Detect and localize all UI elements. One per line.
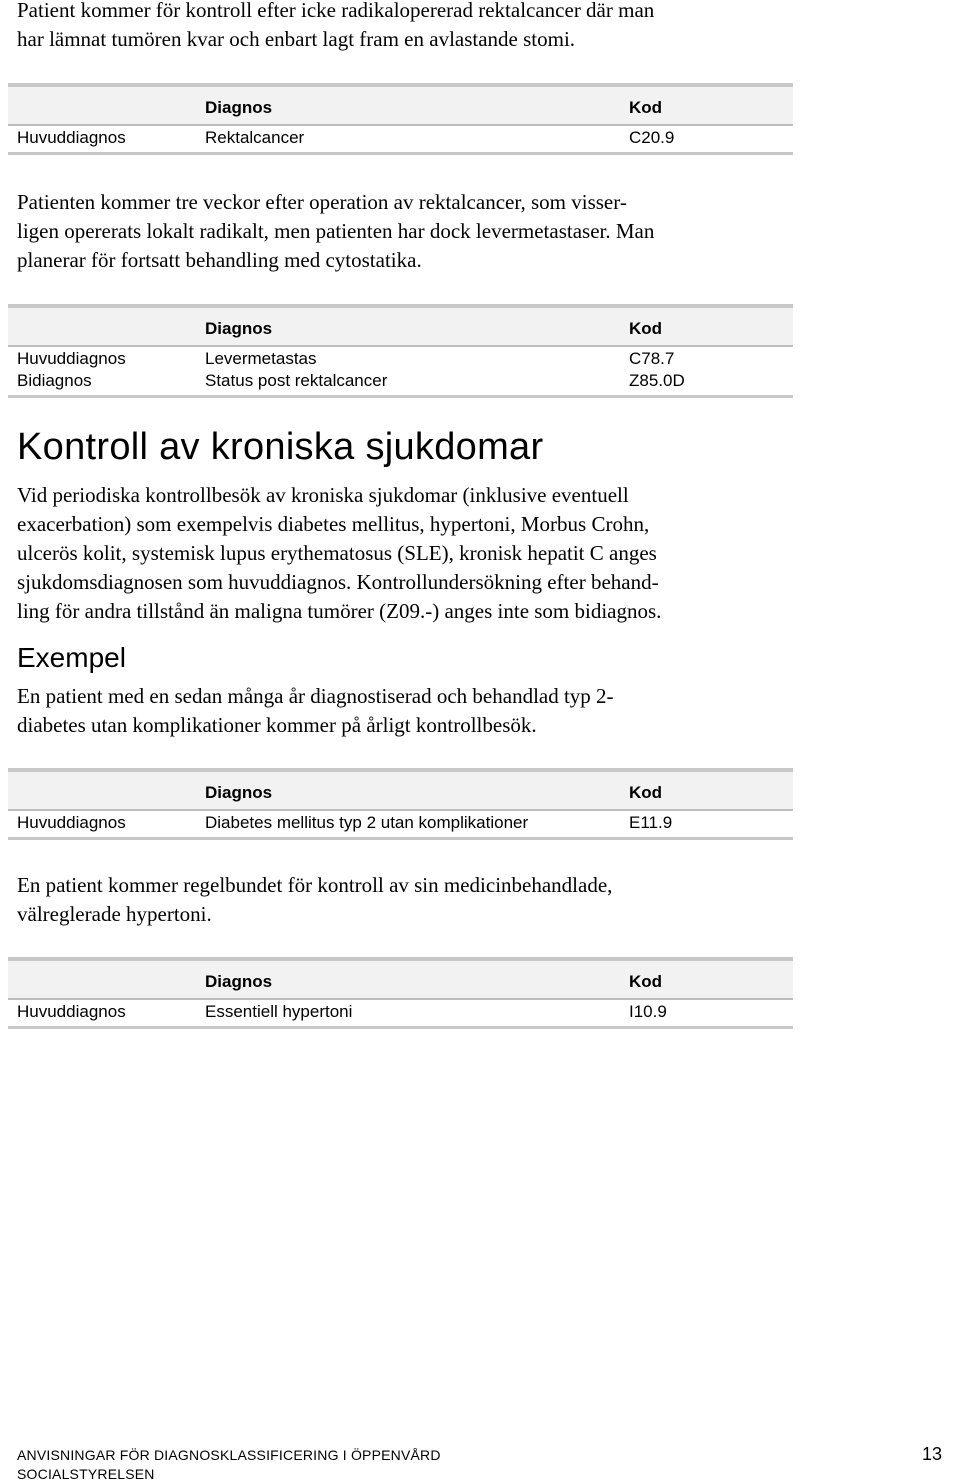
- row-diagnos: Essentiell hypertoni: [205, 1002, 353, 1021]
- table-bottom-rule: [8, 152, 793, 155]
- text-line: sjukdomsdiagnosen som huvuddiagnos. Kontrollundersökning efter behand-: [17, 570, 659, 594]
- text-line: ligen opererats lokalt radikalt, men patienten har dock levermetastaser. Man: [17, 219, 655, 243]
- diagnosis-table-1: [8, 83, 793, 155]
- header-diagnos: Diagnos: [205, 319, 273, 338]
- diagnosis-table-4: [8, 957, 793, 1029]
- row-kod: C20.9: [629, 128, 675, 147]
- example-1-paragraph: [17, 682, 797, 740]
- text-line: exacerbation) som exempelvis diabetes mellitus, hypertoni, Morbus Crohn,: [17, 512, 650, 536]
- text-line: En patient kommer regelbundet för kontroll av sin medicinbehandlade,: [17, 873, 613, 897]
- table-header: [8, 87, 793, 124]
- row-type: Huvuddiagnos: [17, 349, 126, 368]
- table-row: [8, 1000, 793, 1026]
- header-diagnos: Diagnos: [205, 98, 273, 117]
- header-kod: Kod: [629, 98, 663, 117]
- text-line: Patient kommer för kontroll efter icke radikalopererad rektalcancer där man: [17, 0, 655, 22]
- table-header: [8, 772, 793, 809]
- footer-title: ANVISNINGAR FÖR DIAGNOSKLASSIFICERING I ÖPPENVÅRD: [17, 1447, 441, 1463]
- table-row: [8, 347, 793, 373]
- header-kod: Kod: [629, 319, 663, 338]
- row-kod: C78.7: [629, 349, 675, 368]
- row-diagnos: Status post rektalcancer: [205, 371, 388, 390]
- text-line: Vid periodiska kontrollbesök av kroniska sjukdomar (inklusive eventuell: [17, 483, 629, 507]
- table-bottom-rule: [8, 837, 793, 840]
- row-diagnos: Levermetastas: [205, 349, 317, 368]
- header-kod: Kod: [629, 783, 663, 802]
- intro-paragraph: [17, 0, 797, 54]
- section-paragraph: [17, 481, 797, 626]
- text-line: ling för andra tillstånd än maligna tumörer (Z09.-) anges inte som bidiagnos.: [17, 599, 662, 623]
- diagnosis-table-2: [8, 304, 793, 398]
- text-line: diabetes utan komplikationer kommer på årligt kontrollbesök.: [17, 713, 537, 737]
- row-type: Huvuddiagnos: [17, 128, 126, 147]
- text-line: planerar för fortsatt behandling med cytostatika.: [17, 248, 422, 272]
- row-diagnos: Rektalcancer: [205, 128, 305, 147]
- row-kod: E11.9: [629, 813, 673, 832]
- row-diagnos: Diabetes mellitus typ 2 utan komplikationer: [205, 813, 529, 832]
- table-header: [8, 961, 793, 998]
- row-type: Bidiagnos: [17, 371, 92, 390]
- row-type: Huvuddiagnos: [17, 813, 126, 832]
- header-diagnos: Diagnos: [205, 972, 273, 991]
- row-kod: I10.9: [629, 1002, 667, 1021]
- section-heading: Kontroll av kroniska sjukdomar: [17, 426, 544, 468]
- text-line: Patienten kommer tre veckor efter operation av rektalcancer, som visser-: [17, 190, 627, 214]
- text-line: En patient med en sedan många år diagnostiserad och behandlad typ 2-: [17, 684, 614, 708]
- page-number: 13: [921, 1444, 942, 1464]
- header-kod: Kod: [629, 972, 663, 991]
- row-kod: Z85.0D: [629, 371, 685, 390]
- table-row: [8, 373, 793, 395]
- table-bottom-rule: [8, 395, 793, 398]
- diagnosis-table-3: [8, 768, 793, 840]
- table-bottom-rule: [8, 1026, 793, 1029]
- table-row: [8, 126, 793, 152]
- paragraph-2: [17, 188, 797, 275]
- example-heading: Exempel: [17, 642, 126, 673]
- table-row: [8, 811, 793, 837]
- table-header: [8, 308, 793, 345]
- example-2-paragraph: [17, 871, 797, 929]
- footer-publisher: SOCIALSTYRELSEN: [17, 1466, 155, 1482]
- text-line: välreglerade hypertoni.: [17, 902, 212, 926]
- row-type: Huvuddiagnos: [17, 1002, 126, 1021]
- text-line: har lämnat tumören kvar och enbart lagt fram en avlastande stomi.: [17, 27, 576, 51]
- header-diagnos: Diagnos: [205, 783, 273, 802]
- text-line: ulcerös kolit, systemisk lupus erythematosus (SLE), kronisk hepatit C anges: [17, 541, 657, 565]
